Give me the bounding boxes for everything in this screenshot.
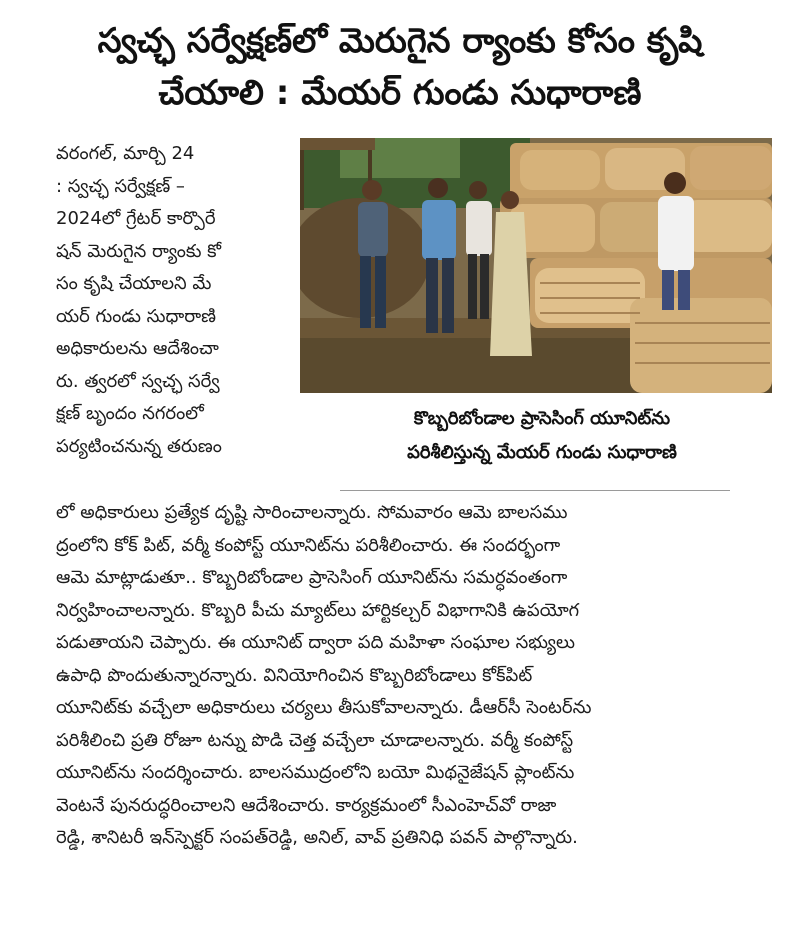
article-full-column — [56, 497, 784, 855]
photo-illustration — [300, 138, 772, 393]
photo-caption — [322, 402, 762, 470]
body-line: లో అధికారులు ప్రత్యేక దృష్టి సారించాలన్నారు. సోమవారం ఆమె బాలసము — [56, 502, 568, 523]
caption-line-1: కొబ్బరిబోండాల ప్రాసెసింగ్ యూనిట్‌ను — [413, 408, 671, 429]
body-line: అధికారులను ఆదేశించా — [56, 338, 219, 359]
body-line: యర్ గుండు సుధారాణి — [56, 305, 216, 327]
caption-divider — [340, 490, 730, 491]
body-line: పర్యటించనున్న తరుణం — [56, 435, 222, 457]
body-line: పరిశీలించి ప్రతి రోజూ టన్ను పొడి చెత్త వచ్చేలా చూడాలన్నారు. వర్మీ కంపోస్ట్ — [56, 729, 574, 751]
body-line: సం కృషి చేయాలని మే — [56, 273, 212, 294]
body-line: ద్రంలోని కోక్ పిట్, వర్మీ కంపోస్ట్ యూనిట్‌ను పరిశీలించారు. ఈ సందర్భంగా — [56, 534, 561, 556]
body-line: రు. త్వరలో స్వచ్ఛ సర్వే — [56, 370, 220, 392]
article-left-column — [56, 138, 282, 463]
body-line: 2024లో గ్రేటర్ కార్పొరే — [56, 208, 216, 229]
headline-line-2: చేయాలి : మేయర్ గుండు సుధారాణి — [158, 73, 642, 113]
news-photo — [300, 138, 772, 393]
body-line: ఆమె మాట్లాడుతూ.. కొబ్బరిబోండాల ప్రాసెసింగ్ యూనిట్‌ను సమర్ధవంతంగా — [56, 567, 568, 588]
caption-line-2: పరిశీలిస్తున్న మేయర్ గుండు సుధారాణి — [407, 442, 677, 463]
body-line: వరంగల్, మార్చి 24 — [56, 143, 195, 164]
body-line: యూనిట్‌కు వచ్చేలా అధికారులు చర్యలు తీసుకోవాలన్నారు. డీఆర్‌సీ సెంటర్‌ను — [56, 697, 592, 718]
headline-line-1: స్వచ్ఛ సర్వేక్షణ్‌లో మెరుగైన ర్యాంకు కోసం కృషి — [97, 21, 703, 61]
body-line: నిర్వహించాలన్నారు. కొబ్బరి పీచు మ్యాట్‌లు హార్టికల్చర్ విభాగానికి ఉపయోగ — [56, 599, 580, 621]
body-line: వెంటనే పునరుద్ధరించాలని ఆదేశించారు. కార్యక్రమంలో సీఎంహెచ్‌వో రాజా — [56, 794, 557, 816]
body-line: ఉపాధి పొందుతున్నారన్నారు. వినియోగించిన కొబ్బరిబోండాలు కోక్‌పిట్ — [56, 664, 533, 686]
body-line: క్షణ్ బృందం నగరంలో — [56, 403, 204, 424]
body-line: : స్వచ్ఛ సర్వేక్షణ్ – — [56, 175, 185, 197]
body-line: యూనిట్‌ను సందర్శించారు. బాలసముద్రంలోని బయో మిథనైజేషన్ ప్లాంట్‌ను — [56, 762, 575, 783]
body-line: పడుతాయని చెప్పారు. ఈ యూనిట్ ద్వారా పది మహిళా సంఘాల సభ్యులు — [56, 632, 576, 653]
body-line: రెడ్డి, శానిటరీ ఇన్‌స్పెక్టర్ సంపత్‌రెడ్డి, అనిల్, వావ్ ప్రతినిధి పవన్ పాల్గొన్నారు. — [56, 827, 578, 848]
body-line: షన్ మెరుగైన ర్యాంకు కో — [56, 240, 222, 262]
